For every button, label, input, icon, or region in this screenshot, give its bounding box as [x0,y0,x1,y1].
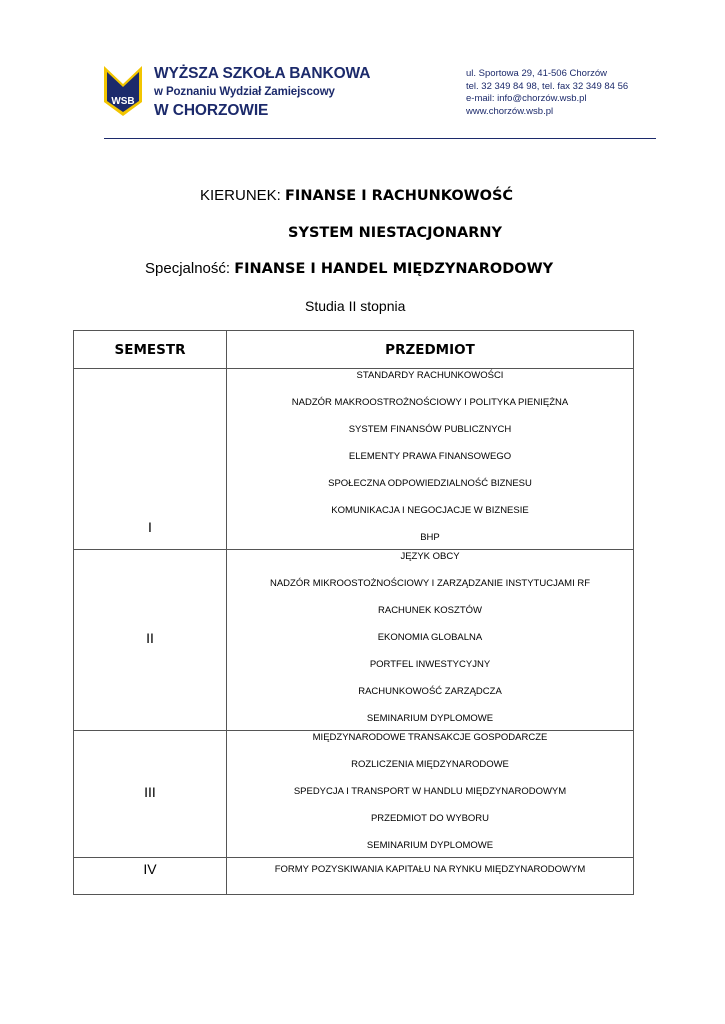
contact-block [466,68,628,119]
subject-item: ELEMENTY PRAWA FINANSOWEGO [348,451,512,462]
subject-item: BHP [420,532,440,543]
subjects-cell [227,369,634,550]
subject-item: NADZÓR MAKROOSTROŻNOŚCIOWY I POLITYKA PIENIĘŻNA [291,397,569,408]
table-header-row [74,331,634,369]
logo-lettering: WSB [111,96,135,107]
contact-phone: tel. 32 349 84 98, tel. fax 32 349 84 56 [466,80,629,92]
subjects-cell [227,550,634,731]
letterhead [104,62,656,140]
subject-item: NADZÓR MIKROOSTOŻNOŚCIOWY I ZARZĄDZANIE INSTYTUCJAMI RF [269,578,591,589]
subject-item: SYSTEM FINANSÓW PUBLICZNYCH [348,424,512,435]
contact-website: www.chorzów.wsb.pl [466,105,554,117]
subject-item: EKONOMIA GLOBALNA [377,632,483,643]
header-semestr: SEMESTR [74,331,227,369]
subject-item: SEMINARIUM DYPLOMOWE [366,713,494,724]
semester-number: III [144,784,156,800]
subject-item: STANDARDY RACHUNKOWOŚCI [356,370,504,381]
kierunek-value: FINANSE I RACHUNKOWOŚĆ [285,188,514,204]
subjects-cell [227,731,634,858]
header-divider [104,138,656,139]
specjalnosc-label: Specjalność: [145,260,231,277]
studia-level: Studia II stopnia [305,298,406,314]
system-line [288,224,502,241]
subjects-table [73,330,634,895]
semester-number: II [146,630,154,646]
table-row [74,731,634,858]
semester-cell [74,731,227,858]
table-row [74,858,634,895]
system-value: SYSTEM NIESTACJONARNY [288,225,503,241]
subject-item: FORMY POZYSKIWANIA KAPITAŁU NA RYNKU MIĘDZYNARODOWYM [274,864,586,875]
semester-number: IV [143,861,157,877]
subject-item: SPEDYCJA I TRANSPORT W HANDLU MIĘDZYNARODOWYM [293,786,567,797]
semester-cell [74,550,227,731]
subject-item: RACHUNEK KOSZTÓW [378,605,482,616]
semester-cell [74,858,227,895]
school-name-line3: W CHORZOWIE [154,102,269,119]
subject-item: KOMUNIKACJA I NEGOCJACJE W BIZNESIE [331,505,529,516]
header-przedmiot: PRZEDMIOT [227,331,634,369]
kierunek-line [200,187,513,204]
specjalnosc-line [145,260,553,277]
subject-item: JĘZYK OBCY [400,551,460,562]
school-name-line2: w Poznaniu Wydział Zamiejscowy [154,85,335,98]
school-name [154,66,370,119]
subject-item: PRZEDMIOT DO WYBORU [370,813,490,824]
contact-address: ul. Sportowa 29, 41-506 Chorzów [466,68,607,79]
table-row [74,369,634,550]
semester-cell [74,369,227,550]
subject-item: RACHUNKOWOŚĆ ZARZĄDCZA [358,686,502,697]
subject-item: PORTFEL INWESTYCYJNY [369,659,491,670]
kierunek-label: KIERUNEK: [200,187,281,204]
subject-item: ROZLICZENIA MIĘDZYNARODOWE [351,759,509,770]
subject-item: MIĘDZYNARODOWE TRANSAKCJE GOSPODARCZE [312,732,548,743]
wsb-logo [104,66,142,116]
table-row [74,550,634,731]
school-name-line1: WYŻSZA SZKOŁA BANKOWA [154,65,371,82]
subject-item: SEMINARIUM DYPLOMOWE [366,840,494,851]
subjects-cell [227,858,634,895]
specjalnosc-value: FINANSE I HANDEL MIĘDZYNARODOWY [234,261,554,277]
semester-number: I [148,519,152,535]
subject-item: SPOŁECZNA ODPOWIEDZIALNOŚĆ BIZNESU [328,478,532,489]
contact-email: e-mail: info@chorzów.wsb.pl [466,93,587,105]
